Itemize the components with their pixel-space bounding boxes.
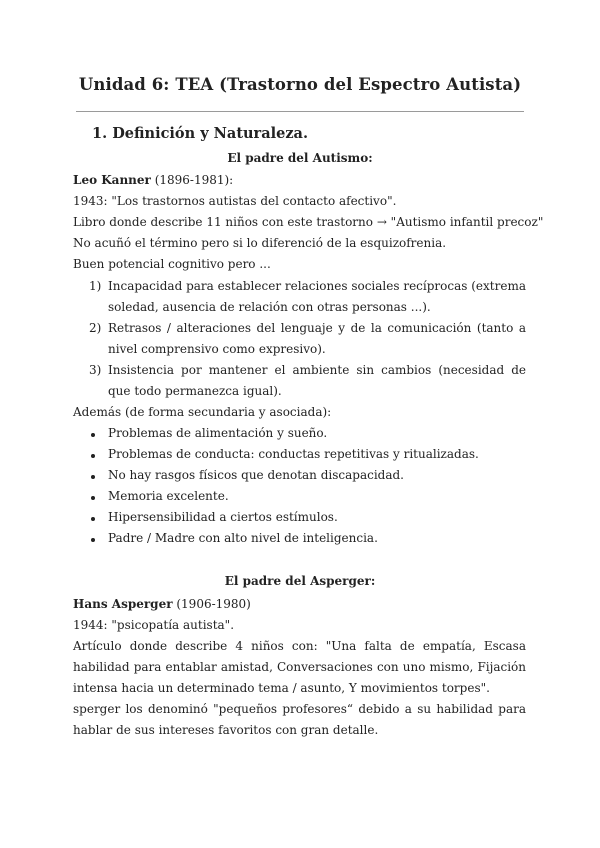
bullet-item-1: Problemas de alimentación y sueño. [108,426,328,440]
secondary-intro: Además (de forma secundaria y asociada): [73,405,332,419]
asperger-line-1: 1944: "psicopatía autista". [73,618,235,632]
numbered-item-2-number: 2) [89,321,102,335]
section-title: Definición y Naturaleza. [112,125,309,142]
page-title: Unidad 6: TEA (Trastorno del Espectro Autista) [78,75,522,94]
kanner-line-1: 1943: "Los trastornos autistas del contacto afectivo". [73,194,397,208]
numbered-item-1-text: Incapacidad para establecer relaciones sociales recíprocas (extrema soledad, ausencia de relación con otras personas ...). [108,279,526,314]
kanner-dates: (1896-1981): [150,173,234,187]
bullet-item-5: Hipersensibilidad a ciertos estímulos. [108,510,338,524]
numbered-item-3-text: Insistencia por mantener el ambiente sin cambios (necesidad de que todo permanezca igual). [108,363,526,398]
asperger-paragraph-1: Artículo donde describe 4 niños con: "Una falta de empatía, Escasa habilidad para entablar amistad, Conversaciones con uno mismo, Fijación intensa hacia un determinado tema / asunto, Y movimientos torpes". [73,639,526,695]
asperger-name: Hans Asperger [73,597,173,611]
bullet-icon [91,454,95,458]
kanner-line-2: Libro donde describe 11 niños con este trastorno → "Autismo infantil precoz" [73,215,544,229]
title-divider [76,111,524,112]
bullet-icon [91,496,95,500]
bullet-icon [91,475,95,479]
bullet-item-2: Problemas de conducta: conductas repetitivas y ritualizadas. [108,447,479,461]
bullet-icon [91,433,95,437]
bullet-icon [91,538,95,542]
bullet-item-6: Padre / Madre con alto nivel de inteligencia. [108,531,378,545]
asperger-name-line [73,597,251,611]
asperger-subheading: El padre del Asperger: [224,574,376,588]
numbered-item-1-number: 1) [89,279,102,293]
kanner-name-line [73,173,233,187]
section-heading [92,125,308,142]
kanner-name: Leo Kanner [73,173,151,187]
kanner-subheading: El padre del Autismo: [227,151,373,165]
kanner-line-4: Buen potencial cognitivo pero ... [73,257,271,271]
bullet-item-4: Memoria excelente. [108,489,229,503]
kanner-line-3: No acuñó el término pero si lo diferenció de la esquizofrenia. [73,236,447,250]
bullet-icon [91,517,95,521]
numbered-item-2-text: Retrasos / alteraciones del lenguaje y de la comunicación (tanto a nivel comprensivo como expresivo). [108,321,526,356]
numbered-item-3-number: 3) [89,363,102,377]
section-number: 1. [92,125,108,142]
asperger-dates: (1906-1980) [172,597,251,611]
asperger-paragraph-2: sperger los denominó "pequeños profesores“ debido a su habilidad para hablar de sus intereses favoritos con gran detalle. [73,702,526,737]
bullet-item-3: No hay rasgos físicos que denotan discapacidad. [108,468,404,482]
